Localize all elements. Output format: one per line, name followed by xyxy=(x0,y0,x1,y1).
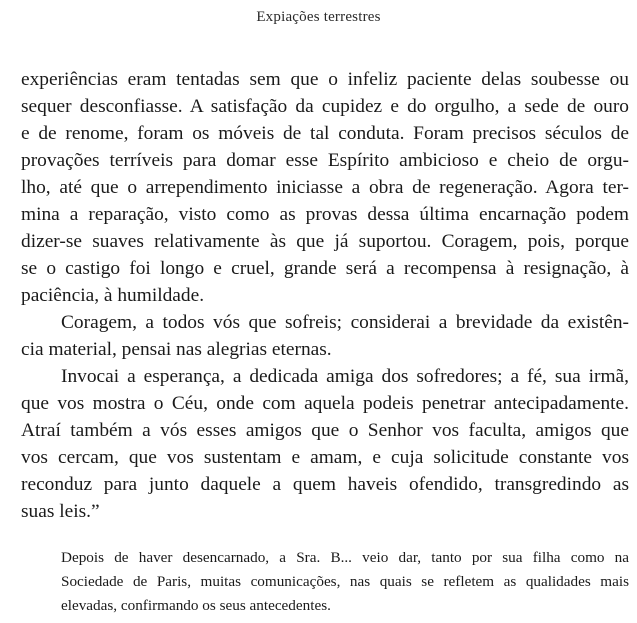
text-line: vos cercam, que vos sustentam e amam, e cuja solicitude constante vos xyxy=(21,447,629,468)
note-line: Sociedade de Paris, muitas comunicações, nas quais se refletem as qualidades mais xyxy=(61,573,629,590)
text-line: e de renome, foram os móveis de tal conduta. Foram precisos séculos de xyxy=(21,123,629,144)
text-line: paciência, à humildade. xyxy=(21,285,205,306)
body-text xyxy=(21,66,629,525)
running-title: Expiações terrestres xyxy=(256,9,381,25)
text-line: dizer-se suaves relativamente às que já suportou. Coragem, pois, porque xyxy=(21,231,629,252)
footnote-paragraph xyxy=(61,546,629,618)
text-line: provações terríveis para domar esse Espírito ambicioso e cheio de orgu- xyxy=(21,150,629,171)
text-line: suas leis.” xyxy=(21,501,100,522)
text-line: cia material, pensai nas alegrias eternas. xyxy=(21,339,332,360)
text-line: lho, até que o arrependimento iniciasse a obra de regeneração. Agora ter- xyxy=(21,177,629,198)
text-line: reconduz para junto daquele a quem haveis ofendido, transgredindo as xyxy=(21,474,629,495)
note-line: elevadas, confirmando os seus antecedentes. xyxy=(61,597,331,614)
text-line: Atraí também a vós esses amigos que o Senhor vos faculta, amigos que xyxy=(21,420,629,441)
text-line: Coragem, a todos vós que sofreis; considerai a brevidade da existên- xyxy=(61,312,629,333)
text-line: sequer desconfiasse. A satisfação da cupidez e do orgulho, a sede de ouro xyxy=(21,96,629,117)
text-line: experiências eram tentadas sem que o infeliz paciente delas soubesse ou xyxy=(21,69,629,90)
text-line: que vos mostra o Céu, onde com aquela podeis penetrar antecipadamente. xyxy=(21,393,629,414)
text-line: Invocai a esperança, a dedicada amiga dos sofredores; a fé, sua irmã, xyxy=(61,366,629,387)
text-line: mina a reparação, visto como as provas dessa última encarnação podem xyxy=(21,204,629,225)
note-line: Depois de haver desencarnado, a Sra. B... veio dar, tanto por sua filha como na xyxy=(61,549,629,566)
text-line: se o castigo foi longo e cruel, grande será a recompensa à resignação, à xyxy=(21,258,629,279)
